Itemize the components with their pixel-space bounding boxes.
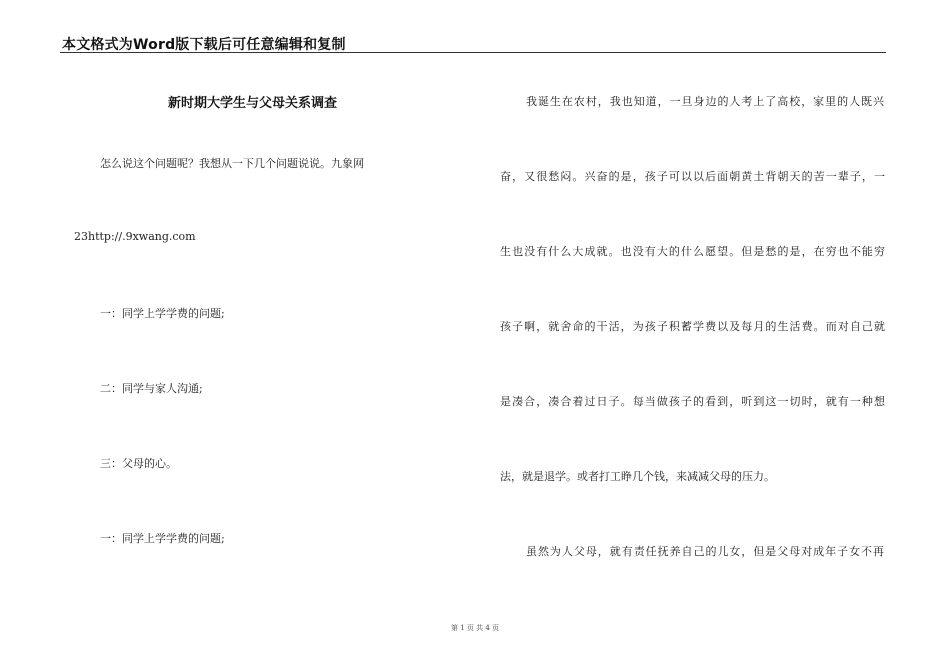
paragraph-line: 我诞生在农村，我也知道，一旦身边的人考上了高校，家里的人既兴	[526, 95, 884, 108]
right-column	[500, 0, 890, 672]
paragraph-line: 生也没有什么大成就。也没有大的什么愿望。但是愁的是，在穷也不能穷	[500, 245, 885, 258]
paragraph-line: 孩子啊，就舍命的干活，为孩子积蓄学费以及每月的生活费。而对自己就	[500, 320, 885, 333]
paragraph-line: 虽然为人父母，就有责任抚养自己的儿女，但是父母对成年子女不再	[526, 545, 884, 558]
header-banner: 本文格式为Word版下载后可任意编辑和复制	[62, 37, 346, 53]
paragraph-line: 三：父母的心。	[100, 457, 177, 470]
paragraph-line: 二：同学与家人沟通;	[100, 382, 203, 395]
paragraph-line: 奋，又很愁闷。兴奋的是，孩子可以以后面朝黄土背朝天的苦一辈子，一	[500, 170, 885, 183]
paragraph-line: 一：同学上学学费的问题;	[100, 532, 225, 545]
paragraph-line: 23http://.9xwang.com	[74, 230, 196, 243]
paragraph-line: 一：同学上学学费的问题;	[100, 307, 225, 320]
document-title: 新时期大学生与父母关系调查	[168, 96, 338, 111]
paragraph-line: 法，就是退学。或者打工睁几个钱，来减减父母的压力。	[500, 470, 775, 483]
paragraph-line: 是凑合，凑合着过日子。每当做孩子的看到，听到这一切时，就有一种想	[500, 395, 885, 408]
left-column	[60, 0, 465, 672]
paragraph-line: 怎么说这个问题呢？我想从一下几个问题说说。九象网	[100, 157, 364, 170]
page-indicator: 第 1 页 共 4 页	[450, 624, 500, 632]
